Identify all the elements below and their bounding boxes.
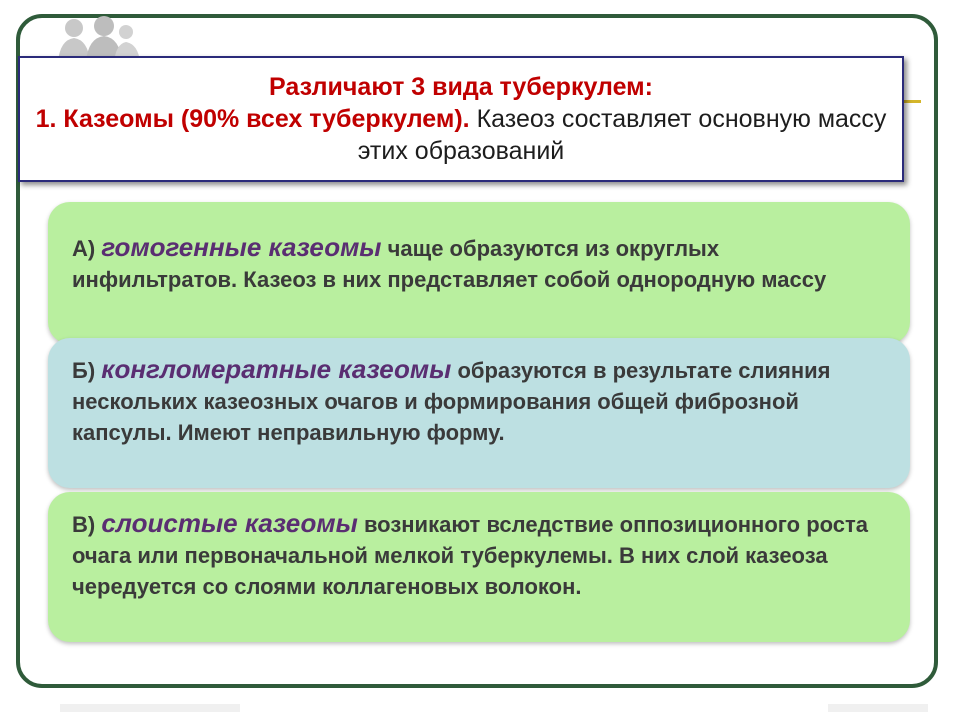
card-conglomerate-caseoma	[48, 338, 910, 488]
slide-title: Различают 3 вида туберкулем:	[269, 73, 653, 101]
card-term: конгломератные казеомы	[101, 354, 452, 384]
card-prefix: Б)	[72, 358, 102, 383]
card-term: слоистые казеомы	[101, 508, 358, 538]
title-subline	[20, 103, 902, 167]
accent-line	[903, 100, 921, 103]
card-text: чаще образуются из округлых инфильтратов. Казеоз в них представляет собой однородную массу	[72, 236, 827, 292]
card-term: гомогенные казеомы	[101, 232, 382, 262]
title-normal-part: Казеоз составляет основную массу этих образований	[357, 105, 887, 165]
people-silhouette-icon	[52, 14, 142, 62]
card-prefix: В)	[72, 512, 102, 537]
card-text: образуются в результате слияния нескольких казеозных очагов и формирования общей фиброзной капсулы. Имеют неправильную форму.	[72, 358, 831, 445]
title-bold-part: 1. Казеомы (90% всех туберкулем).	[35, 105, 470, 133]
card-layered-caseoma	[48, 492, 910, 642]
title-box	[18, 56, 904, 182]
footer-decoration-left	[60, 704, 240, 712]
card-text: возникают вследствие оппозиционного роста очага или первоначальной мелкой туберкулемы. В них слой казеоза чередуется со слоями коллагеновых волокон.	[72, 512, 869, 599]
card-homogeneous-caseoma	[48, 202, 910, 344]
footer-decoration-right	[828, 704, 928, 712]
card-prefix: А)	[72, 236, 102, 261]
